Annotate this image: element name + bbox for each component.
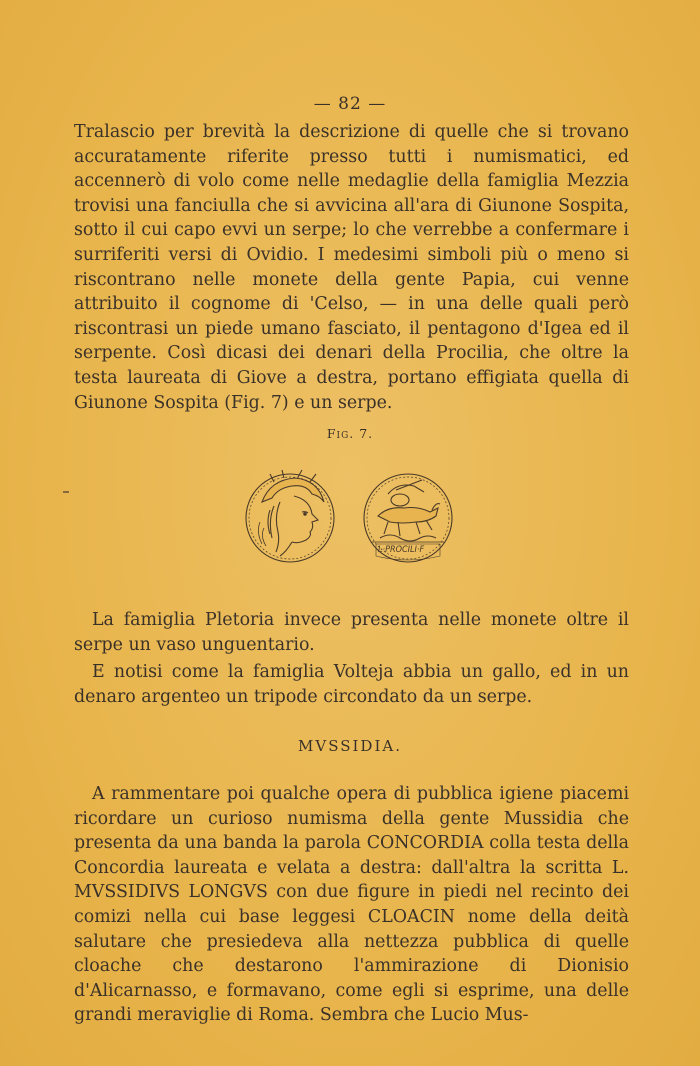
section-heading: MVSSIDIA. — [298, 737, 402, 755]
margin-mark — [63, 491, 69, 493]
page-number: — 82 — — [313, 94, 387, 114]
paragraph-mussidia: A rammentare poi qualche opera di pubblica igiene piacemi ricordare un curioso numisma della gente Mussidia che presenta da una banda la parola CONCORDIA colla testa della Concordia laureata e velata a destra: dall'altra la scritta L. MVSSIDIVS LONGVS con due figure in piedi nel recinto dei comizi nella cui base leggesi CLOACIN nome della deità salutare che presiedeva alla nettezza pubblica di quelle cloache che destarono l'ammirazione di Dionisio d'Alicarnasso, e formavano, come egli si esprime, una delle grandi meraviglie di Roma. Sembra che Lucio Mus- — [74, 784, 629, 1026]
coin-legend: L·PROCILI·F — [378, 545, 425, 555]
coin-figure — [240, 462, 460, 578]
paragraph-pletoria: La famiglia Pletoria invece presenta nelle monete oltre il serpe un vaso unguentario. — [74, 610, 629, 655]
paragraph-tralascio: Tralascio per brevità la descrizione di quelle che si trovano accuratamente riferite presso tutti i numismatici, ed accennerò di volo come nelle medaglie della famiglia Mezzia trovisi una fanciulla che si avvicina all'ara di Giunone Sospita, sotto il cui capo evvi un serpe; lo che verrebbe a confermare i surriferiti versi di Ovidio. I medesimi simboli più o meno si riscontrano nelle monete della gente Papia, cui venne attribuito il cognome di 'Celso, — in una delle quali però riscontrasi un piede umano fasciato, il pentagono d'Igea ed il serpente. Così dicasi dei denari della Procilia, che oltre la testa laureata di Giove a destra, portano effigiata quella di Giunone Sospita (Fig. 7) e un serpe. — [74, 122, 629, 413]
coin-obverse-image — [246, 470, 334, 562]
paragraph-volteja: E notisi come la famiglia Volteja abbia un gallo, ed in un denaro argenteo un tripode circondato da un serpe. — [74, 662, 629, 707]
figure-caption: Fig. 7. — [326, 426, 374, 441]
